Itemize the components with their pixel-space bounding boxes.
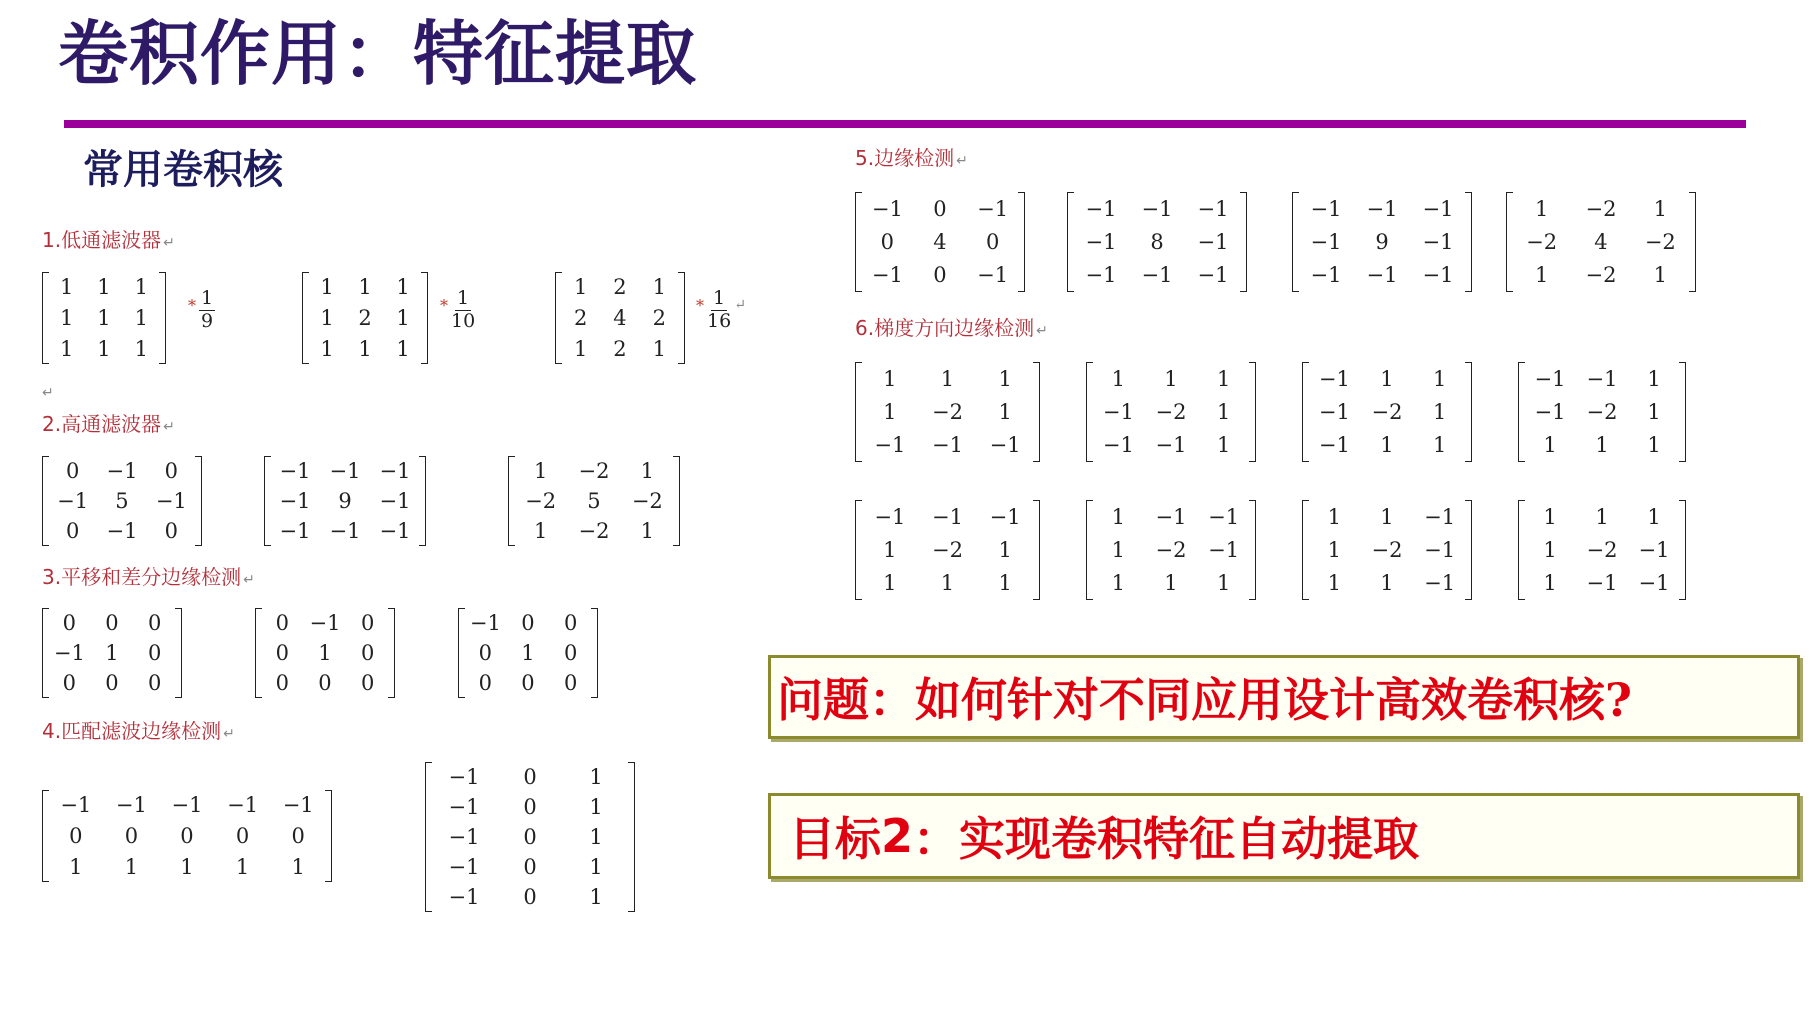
matrix-cell: −2 [1586, 399, 1618, 424]
matrix-cell: 2 [573, 305, 588, 330]
matrix-cell: 1 [589, 885, 603, 909]
matrix-cell: 1 [1595, 504, 1609, 529]
matrix-cell: 1 [1327, 504, 1342, 529]
matrix-cell: 1 [1380, 366, 1394, 391]
matrix-cell: −1 [977, 263, 1009, 288]
matrix-cell: 1 [396, 336, 410, 361]
matrix-cell: 0 [124, 823, 139, 848]
kernel-edge-2 [1067, 192, 1247, 292]
kernel-gradient-1 [855, 362, 1040, 462]
kernel-gradient-4 [1518, 362, 1686, 462]
matrix-cell: −2 [932, 399, 963, 424]
matrix-cell: −1 [379, 519, 411, 543]
matrix-cell: 1 [1111, 366, 1126, 391]
kernel-matched-2 [425, 762, 635, 912]
matrix-cell: 0 [563, 671, 578, 695]
matrix-cell: −2 [1371, 399, 1403, 424]
matrix-right-bracket [1018, 192, 1025, 292]
matrix-cell: 1 [1327, 537, 1342, 562]
matrix-cell: 1 [1380, 504, 1394, 529]
matrix-cell: −1 [1155, 433, 1187, 458]
matrix-cell: 1 [998, 399, 1012, 424]
matrix-cell: −1 [1534, 399, 1566, 424]
matrix-cell: −1 [1085, 229, 1117, 254]
matrix-cell: −1 [448, 795, 480, 819]
label-edge: 5.边缘检测 ↵ [855, 146, 968, 170]
matrix-right-bracket [1689, 192, 1696, 292]
kernel-gradient-5 [855, 500, 1040, 600]
matrix-cell: −1 [227, 793, 259, 818]
matrix-cell: 0 [291, 823, 305, 848]
matrix-cell: 1 [640, 459, 654, 483]
matrix-cell: −1 [977, 196, 1009, 221]
matrix-cell: 1 [998, 537, 1012, 562]
goal-number: 2 [881, 809, 914, 863]
matrix-cell: −1 [1424, 537, 1456, 562]
matrix-cell: 0 [563, 641, 578, 665]
matrix-cell: 0 [65, 519, 80, 543]
matrix-cell: −1 [379, 489, 411, 513]
matrix-cell: 0 [275, 611, 290, 635]
matrix-cell: 0 [105, 671, 119, 695]
matrix-cell: 1 [1647, 366, 1661, 391]
kernel-edge-4 [1506, 192, 1696, 292]
matrix-right-bracket [1249, 500, 1256, 600]
matrix-cell: 1 [1164, 571, 1178, 596]
matrix-cell: 0 [180, 823, 194, 848]
matrix-right-bracket [419, 456, 426, 546]
matrix-right-bracket [1465, 192, 1472, 292]
matrix-right-bracket [1679, 362, 1686, 462]
matrix-cell: 1 [998, 366, 1012, 391]
matrix-cell: 1 [97, 336, 111, 361]
matrix-cell: 1 [1543, 433, 1557, 458]
matrix-cell: −1 [1534, 366, 1566, 391]
matrix-right-bracket [673, 456, 680, 546]
kernel-low-pass-1 [42, 272, 166, 364]
matrix-cell: 1 [1216, 366, 1231, 391]
matrix-cell: 1 [589, 765, 603, 789]
matrix-cell: 1 [940, 571, 955, 596]
matrix-cell: −1 [1310, 263, 1342, 288]
matrix-cell: −1 [1085, 263, 1117, 288]
matrix-cell: −1 [1318, 433, 1350, 458]
matrix-cell: −1 [989, 433, 1021, 458]
matrix-cell: −1 [448, 765, 480, 789]
matrix-cell: 1 [883, 571, 897, 596]
kernel-low-pass-2 [302, 272, 428, 364]
section-subtitle: 常用卷积核 [83, 147, 283, 193]
goal-prefix: 目标 [789, 812, 881, 866]
matrix-cell: −1 [1422, 263, 1454, 288]
matrix-cell: −2 [1371, 537, 1403, 562]
matrix-cell: −1 [871, 196, 903, 221]
matrix-cell: −2 [1585, 196, 1617, 221]
matrix-cell: −1 [106, 459, 138, 483]
matrix-cell: −1 [279, 459, 311, 483]
matrix-cell: 0 [69, 823, 83, 848]
matrix-cell: −1 [1366, 196, 1398, 221]
matrix-cell: 0 [147, 641, 162, 665]
matrix-cell: −1 [871, 263, 903, 288]
matrix-cell: 0 [62, 611, 77, 635]
matrix-right-bracket [628, 762, 635, 912]
matrix-right-bracket [388, 608, 395, 698]
matrix-right-bracket [159, 272, 166, 364]
matrix-cell: 1 [318, 641, 332, 665]
matrix-cell: 1 [1216, 433, 1231, 458]
matrix-cell: −1 [932, 504, 963, 529]
matrix-cell: 1 [940, 366, 955, 391]
matrix-cell: −1 [1141, 263, 1173, 288]
matrix-cell: 1 [1543, 504, 1557, 529]
matrix-cell: 0 [105, 611, 119, 635]
matrix-cell: 1 [1432, 366, 1447, 391]
matrix-right-bracket [325, 790, 332, 882]
matrix-cell: 1 [1534, 196, 1549, 221]
matrix-cell: 1 [1647, 399, 1661, 424]
kernel-low-pass-3 [555, 272, 685, 364]
matrix-cell: −1 [1208, 504, 1240, 529]
matrix-cell: 1 [97, 275, 111, 300]
title-underline [64, 120, 1746, 128]
matrix-cell: 1 [180, 854, 194, 879]
matrix-cell: 1 [97, 305, 111, 330]
matrix-cell: −1 [448, 885, 480, 909]
matrix-cell: −1 [1208, 537, 1240, 562]
matrix-cell: 9 [338, 489, 352, 513]
matrix-cell: 1 [291, 854, 305, 879]
matrix-cell: 1 [1111, 537, 1126, 562]
matrix-cell: 1 [1111, 571, 1126, 596]
matrix-cell: −1 [379, 459, 411, 483]
matrix-cell: −1 [1424, 504, 1456, 529]
matrix-cell: −1 [1102, 399, 1134, 424]
matrix-right-bracket [195, 456, 202, 546]
matrix-cell: −1 [329, 459, 361, 483]
matrix-cell: 0 [521, 671, 535, 695]
matrix-cell: 1 [124, 854, 139, 879]
matrix-cell: 1 [998, 571, 1012, 596]
matrix-cell: 1 [589, 795, 603, 819]
kernel-edge-1 [855, 192, 1025, 292]
matrix-cell: −1 [329, 519, 361, 543]
matrix-cell: 0 [478, 671, 493, 695]
matrix-cell: −1 [282, 793, 314, 818]
matrix-right-bracket [1033, 362, 1040, 462]
matrix-cell: 1 [396, 305, 410, 330]
matrix-right-bracket [678, 272, 685, 364]
matrix-cell: 1 [1216, 399, 1231, 424]
kernel-high-pass-1 [42, 456, 202, 546]
matrix-cell: 0 [523, 825, 537, 849]
kernel-high-pass-3 [508, 456, 680, 546]
matrix-cell: −1 [1155, 504, 1187, 529]
matrix-cell: −1 [448, 855, 480, 879]
matrix-cell: 1 [134, 336, 148, 361]
matrix-cell: 0 [523, 795, 537, 819]
matrix-cell: 1 [1111, 504, 1126, 529]
matrix-cell: −1 [1638, 571, 1670, 596]
label-matched: 4.匹配滤波边缘检测 ↵ [42, 719, 235, 743]
matrix-cell: 4 [933, 229, 947, 254]
matrix-cell: 1 [1164, 366, 1178, 391]
matrix-cell: 1 [533, 459, 548, 483]
matrix-cell: 0 [880, 229, 895, 254]
matrix-cell: 1 [320, 275, 334, 300]
matrix-cell: −1 [1085, 196, 1117, 221]
matrix-cell: −1 [1197, 196, 1229, 221]
matrix-cell: −1 [279, 489, 311, 513]
matrix-cell: 0 [478, 641, 493, 665]
matrix-cell: 1 [883, 366, 897, 391]
kernel-gradient-2 [1086, 362, 1256, 462]
matrix-cell: −1 [874, 433, 906, 458]
matrix-cell: 0 [360, 641, 375, 665]
matrix-cell: 0 [523, 885, 537, 909]
matrix-cell: 4 [1594, 229, 1608, 254]
matrix-cell: −2 [525, 489, 557, 513]
matrix-cell: 1 [320, 305, 334, 330]
matrix-cell: 1 [1647, 504, 1661, 529]
matrix-cell: 0 [933, 196, 947, 221]
goal-callout [768, 793, 1800, 879]
matrix-cell: 2 [613, 275, 627, 300]
matrix-cell: −1 [57, 489, 89, 513]
matrix-right-bracket [1033, 500, 1040, 600]
matrix-cell: −1 [1586, 571, 1618, 596]
matrix-cell: 1 [652, 275, 666, 300]
matrix-right-bracket [1465, 500, 1472, 600]
matrix-cell: 1 [134, 275, 148, 300]
matrix-cell: 1 [1543, 537, 1557, 562]
matrix-cell: 0 [275, 671, 290, 695]
matrix-cell: 0 [65, 459, 80, 483]
matrix-cell: 1 [573, 275, 588, 300]
matrix-cell: −2 [631, 489, 663, 513]
matrix-cell: 1 [589, 825, 603, 849]
matrix-right-bracket [1679, 500, 1686, 600]
label-shift-diff: 3.平移和差分边缘检测 ↵ [42, 565, 255, 589]
matrix-cell: −2 [1155, 537, 1187, 562]
matrix-cell: 0 [147, 671, 162, 695]
matrix-cell: 1 [883, 399, 897, 424]
matrix-cell: 1 [1432, 433, 1447, 458]
matrix-cell: 9 [1375, 229, 1389, 254]
matrix-cell: −2 [578, 459, 610, 483]
matrix-cell: 1 [105, 641, 119, 665]
matrix-cell: −1 [60, 793, 92, 818]
matrix-cell: 1 [358, 275, 372, 300]
matrix-cell: 5 [115, 489, 129, 513]
matrix-cell: 1 [1647, 433, 1661, 458]
kernel-gradient-3 [1302, 362, 1472, 462]
matrix-cell: −2 [932, 537, 963, 562]
matrix-cell: −1 [171, 793, 203, 818]
matrix-cell: 1 [69, 854, 83, 879]
matrix-cell: −1 [1638, 537, 1670, 562]
matrix-cell: −1 [1310, 229, 1342, 254]
matrix-cell: −1 [1197, 263, 1229, 288]
matrix-cell: −1 [1102, 433, 1134, 458]
matrix-cell: 0 [164, 519, 178, 543]
matrix-cell: 1 [1653, 196, 1667, 221]
matrix-cell: 1 [235, 854, 250, 879]
matrix-cell: −1 [1366, 263, 1398, 288]
slide-title: 卷积作用：特征提取 [58, 12, 697, 95]
matrix-cell: 1 [589, 855, 603, 879]
matrix-cell: −1 [874, 504, 906, 529]
matrix-cell: −1 [155, 489, 187, 513]
matrix-cell: 1 [396, 275, 410, 300]
matrix-cell: 1 [1380, 433, 1394, 458]
matrix-cell: 1 [1653, 263, 1667, 288]
matrix-cell: −1 [989, 504, 1021, 529]
matrix-cell: −1 [53, 641, 85, 665]
matrix-cell: 0 [147, 611, 162, 635]
matrix-cell: 0 [360, 671, 375, 695]
matrix-cell: −1 [279, 519, 311, 543]
matrix-cell: −2 [1585, 263, 1617, 288]
matrix-cell: 1 [320, 336, 334, 361]
kernel-shift-diff-1 [42, 608, 182, 698]
matrix-cell: −1 [1197, 229, 1229, 254]
matrix-right-bracket [1465, 362, 1472, 462]
matrix-cell: −1 [106, 519, 138, 543]
matrix-cell: 1 [1543, 571, 1557, 596]
kernel-high-pass-2 [264, 456, 426, 546]
kernel-gradient-6 [1086, 500, 1256, 600]
matrix-cell: −1 [1586, 366, 1618, 391]
matrix-cell: 1 [652, 336, 666, 361]
matrix-cell: 0 [360, 611, 375, 635]
goal-text: ：实现卷积特征自动提取 [913, 812, 1420, 866]
matrix-cell: −1 [1141, 196, 1173, 221]
matrix-cell: −2 [1155, 399, 1187, 424]
matrix-cell: 1 [1380, 571, 1394, 596]
matrix-cell: 0 [318, 671, 332, 695]
matrix-right-bracket [1249, 362, 1256, 462]
matrix-cell: 0 [933, 263, 947, 288]
matrix-cell: −1 [448, 825, 480, 849]
matrix-cell: 1 [134, 305, 148, 330]
matrix-cell: 0 [523, 765, 537, 789]
matrix-cell: 1 [533, 519, 548, 543]
question-text: 问题：如何针对不同应用设计高效卷积核? [777, 673, 1632, 727]
matrix-cell: 0 [523, 855, 537, 879]
matrix-cell: 1 [1216, 571, 1231, 596]
matrix-cell: −1 [115, 793, 147, 818]
matrix-cell: 1 [358, 336, 372, 361]
kernel-shift-diff-3 [458, 608, 598, 698]
matrix-cell: 1 [521, 641, 535, 665]
matrix-right-bracket [175, 608, 182, 698]
matrix-cell: 1 [883, 537, 897, 562]
matrix-cell: −1 [469, 611, 501, 635]
matrix-cell: −1 [309, 611, 341, 635]
matrix-cell: −1 [1422, 229, 1454, 254]
matrix-cell: −2 [1586, 537, 1618, 562]
label-high-pass: 2.高通滤波器 ↵ [42, 412, 175, 436]
matrix-cell: 1 [1432, 399, 1447, 424]
matrix-cell: 0 [164, 459, 178, 483]
matrix-cell: 1 [1595, 433, 1609, 458]
matrix-cell: 2 [358, 305, 372, 330]
matrix-cell: 1 [59, 336, 74, 361]
matrix-cell: 0 [235, 823, 250, 848]
scale-factor-1-9: * $\frac{1}{9}$ [188, 287, 214, 332]
kernel-gradient-8 [1518, 500, 1686, 600]
matrix-cell: −2 [1644, 229, 1676, 254]
matrix-cell: 0 [563, 611, 578, 635]
matrix-right-bracket [1240, 192, 1247, 292]
matrix-cell: 4 [613, 305, 627, 330]
matrix-cell: 2 [652, 305, 666, 330]
paragraph-mark: ↵ [42, 385, 54, 401]
kernel-edge-3 [1292, 192, 1472, 292]
matrix-cell: 0 [985, 229, 1000, 254]
kernel-shift-diff-2 [255, 608, 395, 698]
kernel-matched-1 [42, 790, 332, 882]
matrix-cell: 5 [587, 489, 601, 513]
matrix-cell: −1 [1318, 366, 1350, 391]
label-gradient: 6.梯度方向边缘检测 ↵ [855, 316, 1048, 340]
matrix-cell: −1 [1422, 196, 1454, 221]
matrix-cell: −1 [1424, 571, 1456, 596]
scale-factor-1-16: * $\frac{1}{16}$ ↵ [696, 287, 746, 332]
matrix-right-bracket [591, 608, 598, 698]
matrix-cell: 1 [1327, 571, 1342, 596]
matrix-cell: 0 [521, 611, 535, 635]
matrix-cell: 0 [275, 641, 290, 665]
kernel-gradient-7 [1302, 500, 1472, 600]
matrix-cell: 8 [1150, 229, 1164, 254]
matrix-cell: 1 [573, 336, 588, 361]
matrix-cell: 1 [640, 519, 654, 543]
question-callout [768, 655, 1800, 739]
label-low-pass: 1.低通滤波器 ↵ [42, 228, 175, 252]
matrix-cell: −1 [1318, 399, 1350, 424]
matrix-cell: −2 [1526, 229, 1558, 254]
matrix-cell: −2 [578, 519, 610, 543]
matrix-cell: 1 [59, 305, 74, 330]
matrix-cell: −1 [1310, 196, 1342, 221]
matrix-right-bracket [421, 272, 428, 364]
matrix-cell: 0 [62, 671, 77, 695]
matrix-cell: 1 [59, 275, 74, 300]
scale-factor-1-10: * $\frac{1}{10}$ [440, 287, 476, 332]
matrix-cell: −1 [932, 433, 963, 458]
matrix-cell: 1 [1534, 263, 1549, 288]
matrix-cell: 2 [613, 336, 627, 361]
